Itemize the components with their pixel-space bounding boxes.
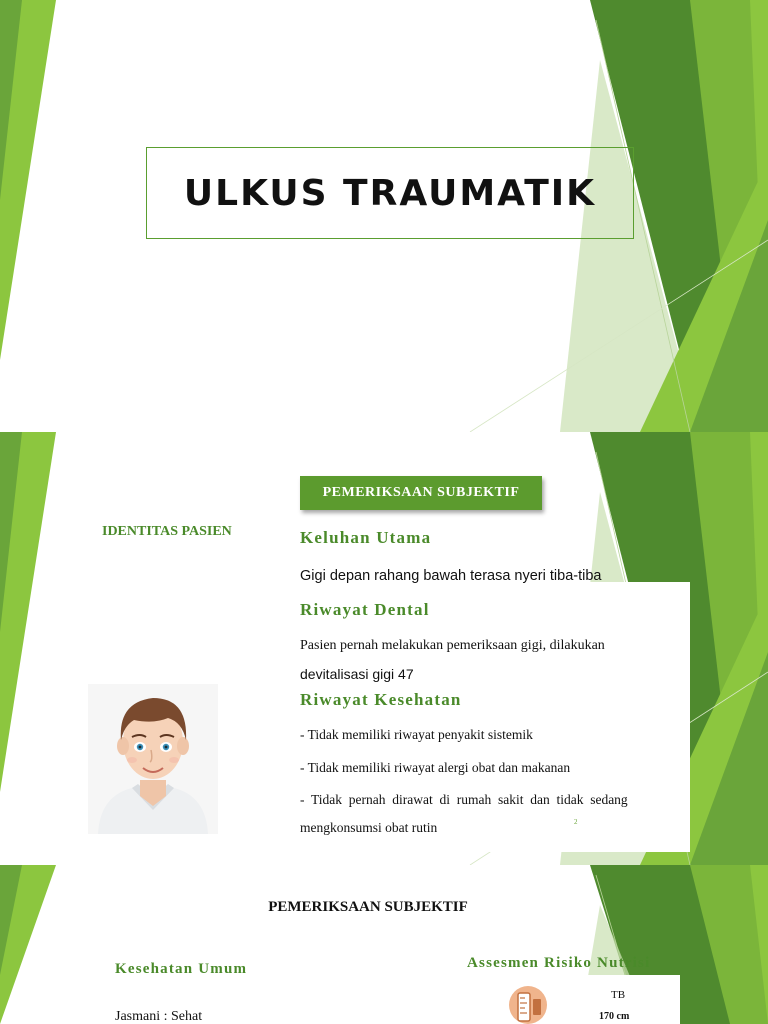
list-item-continuation: mengkonsumsi obat rutin	[300, 820, 438, 835]
list-item: - Tidak memiliki riwayat penyakit sistemik	[300, 727, 533, 742]
title-frame	[146, 147, 634, 239]
keluhan-text: Gigi depan rahang bawah terasa nyeri tiba-tiba	[300, 568, 602, 584]
dental-text	[300, 632, 690, 688]
list-item: - Tidak pernah dirawat di rumah sakit dan tidak sedang	[300, 792, 628, 807]
subjective-exam-slide	[0, 432, 768, 865]
dental-line-2: devitalisasi gigi 47	[300, 666, 414, 682]
slide-title: ULKUS TRAUMATIK	[183, 172, 597, 214]
list-item: - Tidak memiliki riwayat alergi obat dan makanan	[300, 760, 571, 775]
health-history-heading: Riwayat Kesehatan	[300, 690, 462, 709]
decorative-green-shapes	[0, 865, 768, 1024]
section-title-button: PEMERIKSAAN SUBJEKTIF	[300, 476, 542, 510]
health-history-list	[300, 718, 690, 840]
general-health-heading: Kesehatan Umum	[115, 961, 248, 977]
jasmani-text: Jasmani : Sehat	[115, 1009, 203, 1024]
dental-line-1: Pasien pernah melakukan pemeriksaan gigi, dilakukan	[300, 638, 605, 653]
dental-heading: Riwayat Dental	[300, 600, 430, 619]
patient-avatar-icon	[88, 684, 218, 834]
tb-label: TB	[611, 989, 626, 1001]
nutrition-risk-heading: Assesmen Risiko Nutrisi	[467, 955, 651, 971]
title-slide	[0, 0, 768, 432]
tb-value: 170 cm	[599, 1011, 630, 1022]
general-health-slide	[0, 865, 768, 1024]
slide-title: PEMERIKSAAN SUBJEKTIF	[268, 899, 468, 915]
measuring-scale-icon	[505, 983, 551, 1024]
page-number: 2	[574, 818, 578, 826]
keluhan-heading: Keluhan Utama	[300, 528, 432, 547]
patient-identity-label: IDENTITAS PASIEN	[102, 524, 232, 539]
